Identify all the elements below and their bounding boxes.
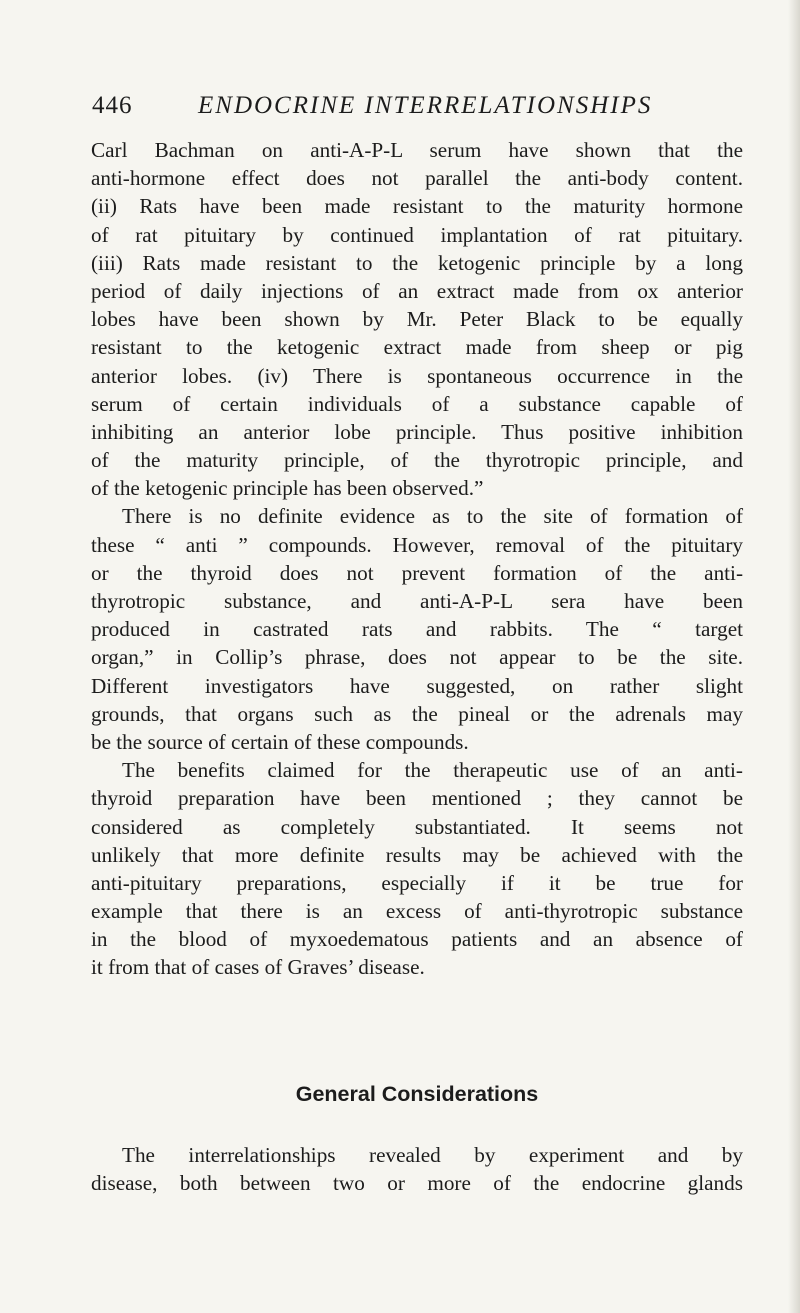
text-line: anti-hormone effect does not parallel the anti-body content. (91, 166, 743, 191)
section-heading: General Considerations (295, 1082, 539, 1106)
text-line: in the blood of myxoedematous patients and an absence of (91, 927, 743, 952)
text-line: example that there is an excess of anti-thyrotropic substance (91, 899, 743, 924)
text-line: lobes have been shown by Mr. Peter Black to be equally (91, 307, 743, 332)
section-body-text (91, 1141, 743, 1197)
text-line: grounds, that organs such as the pineal or the adrenals may (91, 701, 743, 726)
text-line: period of daily injections of an extract made from ox anterior (91, 278, 743, 303)
text-line: There is no definite evidence as to the site of formation of (122, 504, 743, 529)
text-line: The interrelationships revealed by experiment and by (122, 1143, 743, 1167)
running-title: ENDOCRINE INTERRELATIONSHIPS (198, 92, 653, 119)
body-text (91, 136, 743, 982)
text-line: anterior lobes. (iv) There is spontaneous occurrence in the (91, 363, 743, 388)
text-line: these “ anti ” compounds. However, removal of the pituitary (91, 532, 743, 557)
running-header (92, 92, 752, 128)
text-line: thyroid preparation have been mentioned ; they cannot be (91, 786, 743, 811)
text-line: organ,” in Collip’s phrase, does not appear to be the site. (91, 645, 743, 670)
text-line: thyrotropic substance, and anti-A-P-L sera have been (91, 589, 743, 613)
text-line: produced in castrated rats and rabbits. The “ target (91, 617, 743, 642)
text-line: of the maturity principle, of the thyrotropic principle, and (91, 448, 743, 473)
text-line: unlikely that more definite results may be achieved with the (91, 842, 743, 867)
page-edge-shadow (788, 0, 800, 1313)
text-line: Carl Bachman on anti-A-P-L serum have shown that the (91, 138, 743, 162)
text-line: it from that of cases of Graves’ disease. (91, 955, 425, 980)
text-line: or the thyroid does not prevent formation of the anti- (91, 560, 743, 585)
text-line: (ii) Rats have been made resistant to the maturity hormone (91, 194, 743, 219)
text-line: considered as completely substantiated. It seems not (91, 814, 743, 839)
text-line: inhibiting an anterior lobe principle. Thus positive inhibition (91, 419, 743, 444)
text-line: anti-pituitary preparations, especially if it be true for (91, 870, 743, 895)
text-line: resistant to the ketogenic extract made from sheep or pig (91, 335, 743, 360)
text-line: of the ketogenic principle has been observed.” (91, 476, 484, 501)
text-line: The benefits claimed for the therapeutic use of an anti- (122, 758, 743, 783)
text-line: be the source of certain of these compounds. (91, 729, 469, 754)
text-line: disease, both between two or more of the endocrine glands (91, 1171, 743, 1196)
text-line: serum of certain individuals of a substance capable of (91, 391, 743, 416)
text-line: of rat pituitary by continued implantation of rat pituitary. (91, 222, 743, 247)
page-number: 446 (92, 92, 133, 119)
text-line: Different investigators have suggested, on rather slight (91, 673, 743, 698)
text-line: (iii) Rats made resistant to the ketogenic principle by a long (91, 250, 743, 275)
